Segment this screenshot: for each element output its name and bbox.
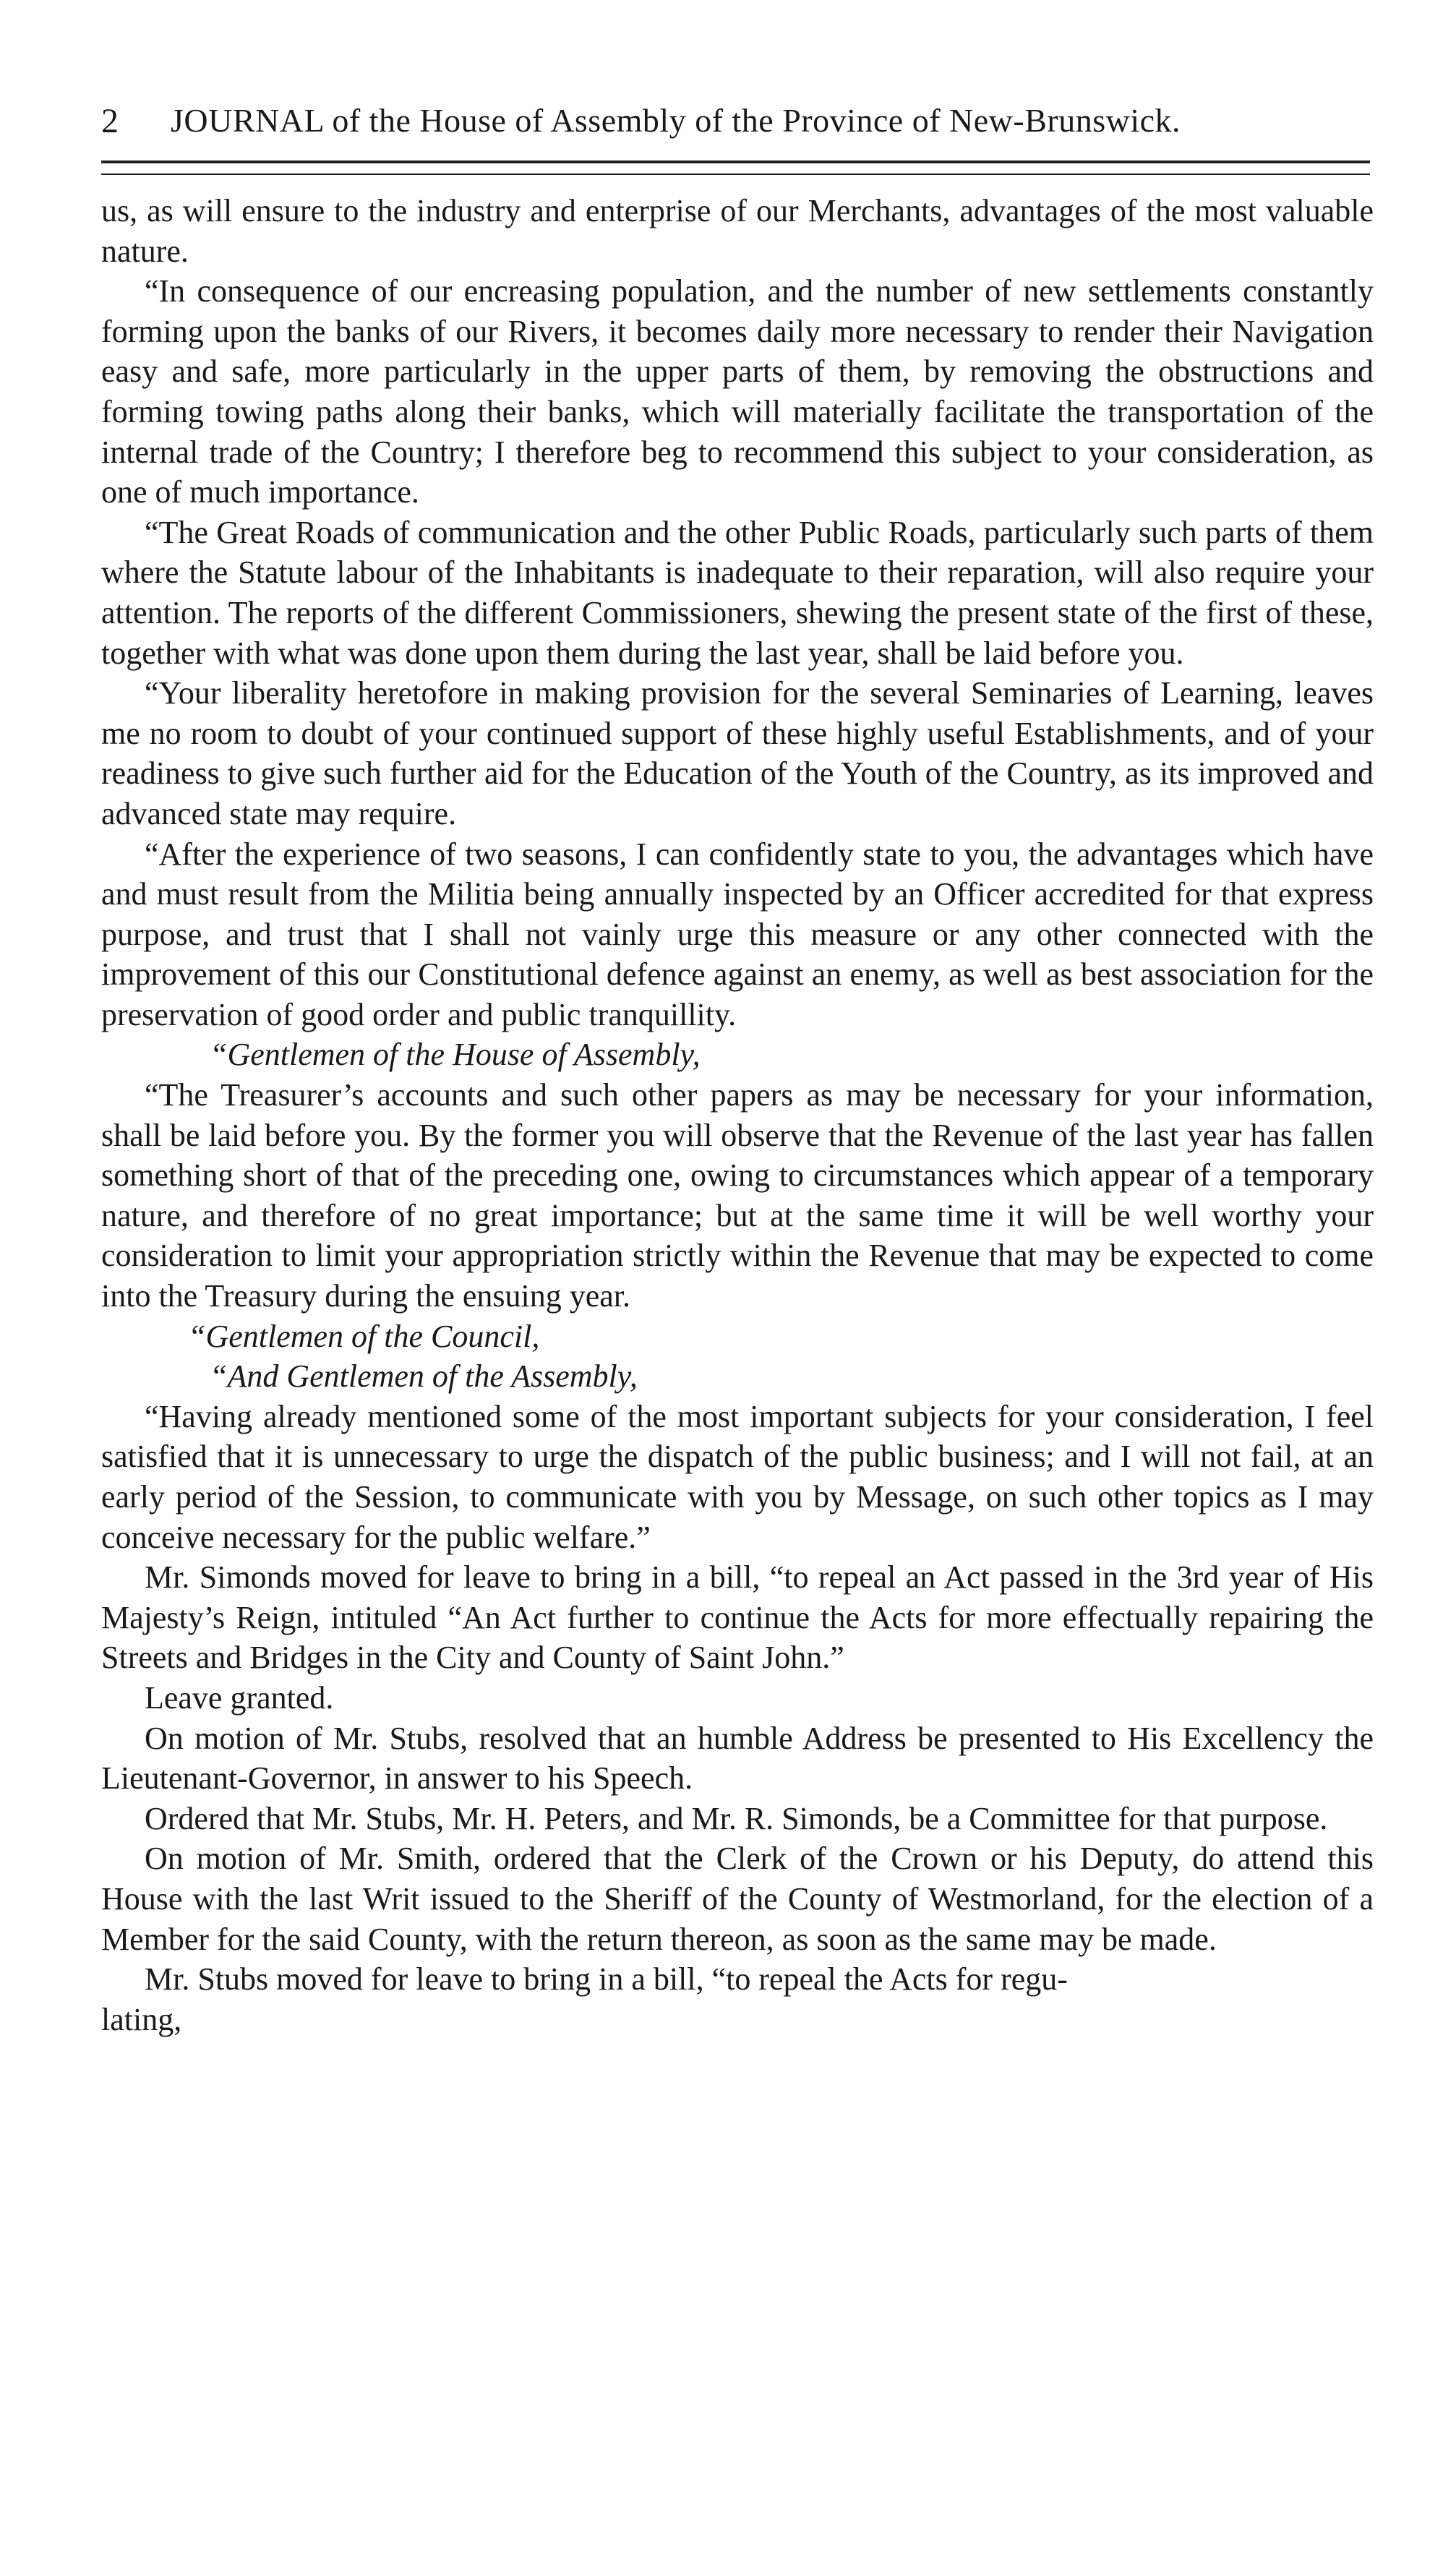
paragraph-committee: Ordered that Mr. Stubs, Mr. H. Peters, and Mr. R. Simonds, be a Committee for that purpose. (145, 1800, 1328, 1836)
paragraph-stubs-motion: Mr. Stubs moved for leave to bring in a bill, “to repeal the Acts for regu- (145, 1961, 1068, 1997)
journal-page (101, 94, 1374, 2039)
salutation-council: “Gentlemen of the Council, (188, 1318, 540, 1354)
paragraph-treasurer: “The Treasurer’s accounts and such other papers as may be necessary for your information, shall be laid before you. By the former you will observe that the Revenue of the last year has fallen something short of that of the preceding one, owing to circumstances which appear of a temporary nature, and therefore of no great importance; but at the same time it will be well worthy your consideration to limit your appropriation strictly within the Revenue that may be expected to come into the Treasury during the ensuing year. (101, 1077, 1374, 1314)
paragraph-navigation: “In consequence of our encreasing population, and the number of new settlements constantly forming upon the banks of our Rivers, it becomes daily more necessary to render their Navigation easy and safe, more particularly in the upper parts of them, by removing the obstructions and forming towing paths along their banks, which will materially facilitate the transportation of the internal trade of the Country; I therefore beg to recommend this subject to your consideration, as one of much importance. (101, 273, 1374, 510)
paragraph-roads: “The Great Roads of communication and the other Public Roads, particularly such parts of them where the Statute labour of the Inhabitants is inadequate to their reparation, will also require your attention. The reports of the different Commissioners, shewing the present state of the first of these, together with what was done upon them during the last year, shall be laid before you. (101, 514, 1374, 671)
header-rule (101, 160, 1370, 175)
paragraph-simonds-motion: Mr. Simonds moved for leave to bring in a bill, “to repeal an Act passed in the 3rd year of His Majesty’s Reign, intituled “An Act further to continue the Acts for more effectually repairing the Streets and Bridges in the City and County of Saint John.” (101, 1559, 1374, 1676)
catchword: lating, (101, 2001, 182, 2037)
page-number: 2 (101, 102, 119, 140)
paragraph-militia: “After the experience of two seasons, I can confidently state to you, the advantages which have and must result from the Militia being annually inspected by an Officer accredited for that express purpose, and trust that I shall not vainly urge this measure or any other connected with the improvement of this our Constitutional defence against an enemy, as well as best association for the preservation of good order and public tranquillity. (101, 836, 1374, 1032)
paragraph-public-business: “Having already mentioned some of the most important subjects for your consideration, I feel satisfied that it is unnecessary to urge the dispatch of the public business; and I will not fail, at an early period of the Session, to communicate with you by Message, on such other topics as I may conceive necessary for the public welfare.” (101, 1398, 1374, 1555)
salutation-assembly: “And Gentlemen of the Assembly, (210, 1358, 638, 1395)
running-title: JOURNAL of the House of Assembly of the Province of New-Brunswick. (171, 102, 1181, 139)
paragraph-continuation: us, as will ensure to the industry and enterprise of our Merchants, advantages of the most valuable nature. (101, 193, 1374, 269)
body-text (101, 191, 1374, 2039)
paragraph-leave-granted: Leave granted. (145, 1679, 334, 1716)
paragraph-smith-motion: On motion of Mr. Smith, ordered that the Clerk of the Crown or his Deputy, do attend this House with the last Writ issued to the Sheriff of the County of Westmorland, for the election of a Member for the said County, with the return thereon, as soon as the same may be made. (101, 1841, 1374, 1957)
paragraph-seminaries: “Your liberality heretofore in making provision for the several Seminaries of Learning, leaves me no room to doubt of your continued support of these highly useful Establishments, and of your readiness to give such further aid for the Education of the Youth of the Country, as its improved and advanced state may require. (101, 675, 1374, 831)
salutation-house-of-assembly: “Gentlemen of the House of Assembly, (210, 1037, 701, 1073)
paragraph-address-motion: On motion of Mr. Stubs, resolved that an humble Address be presented to His Excellency the Lieutenant-Governor, in answer to his Speech. (101, 1720, 1374, 1797)
page-header (101, 94, 1374, 152)
